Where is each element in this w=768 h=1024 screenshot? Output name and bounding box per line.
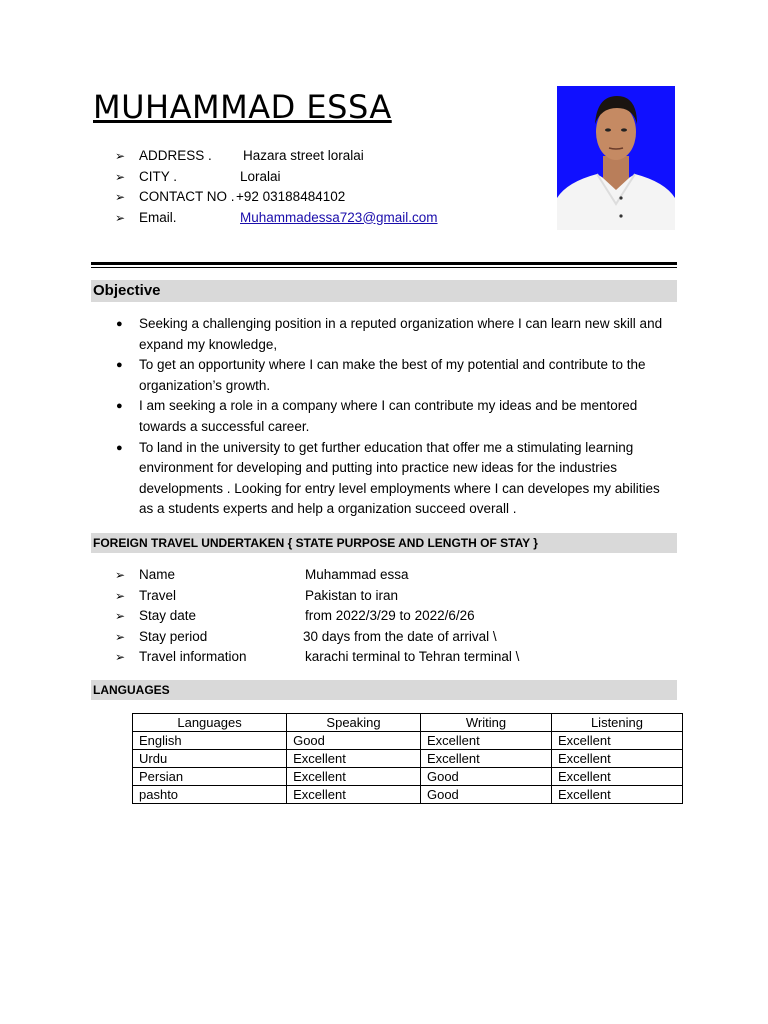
- table-cell: Good: [420, 786, 551, 804]
- table-cell: English: [133, 732, 287, 750]
- travel-row: [115, 565, 675, 586]
- table-row: [133, 732, 683, 750]
- travel-list: [115, 565, 675, 668]
- travel-row: [115, 627, 675, 648]
- languages-table: [132, 713, 683, 804]
- table-cell: Excellent: [551, 768, 682, 786]
- travel-value: Pakistan to iran: [305, 587, 399, 603]
- table-cell: Excellent: [287, 786, 421, 804]
- travel-label: Travel: [139, 587, 177, 603]
- contact-value: Hazara street loralai: [243, 148, 364, 163]
- column-header: Writing: [420, 714, 551, 732]
- objective-heading: Objective: [93, 282, 161, 299]
- column-header: Speaking: [287, 714, 421, 732]
- objective-item-text: To land in the university to get further education that offer me a stimulating learning environment for developing and putting into practice new ideas for the industries developments . Looking for entry level employments where I can developes my abilities as a students experts and help a organization succeed overall .: [139, 439, 660, 517]
- travel-row: [115, 606, 675, 627]
- travel-value: Muhammad essa: [305, 567, 409, 582]
- travel-value: 30 days from the date of arrival \: [303, 628, 497, 644]
- table-cell: Urdu: [133, 750, 287, 768]
- table-cell: pashto: [133, 786, 287, 804]
- bullet-icon: ●: [116, 318, 123, 330]
- travel-row: [115, 647, 675, 668]
- divider-thin: [91, 267, 677, 268]
- table-cell: Excellent: [551, 732, 682, 750]
- table-row: [133, 786, 683, 804]
- contact-row-address: [115, 146, 545, 167]
- objective-item-text: To get an opportunity where I can make the best of my potential and contribute to the organization’s growth.: [139, 357, 646, 393]
- bullet-icon: ●: [116, 441, 123, 454]
- table-cell: Excellent: [287, 768, 421, 786]
- divider-thick: [91, 262, 677, 265]
- table-cell: Persian: [133, 768, 287, 786]
- languages-heading: LANGUAGES: [93, 683, 170, 697]
- contact-label: CONTACT NO .: [139, 189, 235, 204]
- travel-row: [115, 586, 675, 607]
- table-row: [133, 750, 683, 768]
- contact-list: [115, 146, 545, 228]
- table-cell: Good: [287, 732, 421, 750]
- contact-row-email: [115, 208, 545, 229]
- contact-row-city: [115, 167, 545, 188]
- arrow-bullet-icon: ➢: [115, 210, 126, 225]
- travel-label: Stay date: [139, 608, 197, 624]
- contact-label: Email.: [139, 209, 177, 225]
- arrow-bullet-icon: ➢: [115, 190, 126, 204]
- table-cell: Good: [420, 768, 551, 786]
- travel-label: Name: [139, 567, 176, 582]
- table-cell: Excellent: [551, 786, 682, 804]
- arrow-bullet-icon: ➢: [115, 629, 126, 644]
- table-cell: Excellent: [551, 750, 682, 768]
- profile-photo: [557, 86, 675, 230]
- objective-item: [113, 438, 673, 520]
- table-cell: Excellent: [420, 732, 551, 750]
- table-row: [133, 768, 683, 786]
- column-header: Languages: [133, 714, 287, 732]
- languages-section-bar: [91, 680, 677, 700]
- objective-list: [113, 314, 673, 520]
- objective-section-bar: [91, 280, 677, 302]
- arrow-bullet-icon: ➢: [115, 609, 126, 624]
- bullet-icon: ●: [116, 400, 123, 413]
- objective-item: [113, 355, 673, 396]
- arrow-bullet-icon: ➢: [115, 169, 126, 184]
- column-header: Listening: [551, 714, 682, 732]
- travel-heading: FOREIGN TRAVEL UNDERTAKEN { STATE PURPOSE AND LENGTH OF STAY }: [93, 536, 538, 550]
- objective-item-text: I am seeking a role in a company where I can contribute my ideas and be mentored towards a successful career.: [139, 398, 638, 434]
- table-cell: Excellent: [287, 750, 421, 768]
- contact-label: ADDRESS .: [139, 148, 212, 163]
- contact-value: Loralai: [240, 168, 281, 184]
- travel-value: from 2022/3/29 to 2022/6/26: [305, 608, 475, 624]
- objective-item: [113, 314, 673, 355]
- travel-value: karachi terminal to Tehran terminal \: [305, 649, 520, 665]
- contact-value: +92 03188484102: [236, 189, 346, 204]
- travel-label: Stay period: [139, 628, 208, 644]
- resume-name: MUHAMMAD ESSA: [93, 88, 392, 126]
- table-header-row: [133, 714, 683, 732]
- table-cell: Excellent: [420, 750, 551, 768]
- objective-item: [113, 396, 673, 437]
- travel-label: Travel information: [139, 649, 247, 665]
- arrow-bullet-icon: ➢: [115, 650, 126, 665]
- contact-label: CITY .: [139, 168, 178, 184]
- arrow-bullet-icon: ➢: [115, 588, 126, 603]
- arrow-bullet-icon: ➢: [115, 149, 126, 163]
- objective-item-text: Seeking a challenging position in a reputed organization where I can learn new skill and expand my knowledge,: [139, 316, 663, 352]
- arrow-bullet-icon: ➢: [115, 568, 126, 582]
- bullet-icon: ●: [116, 359, 123, 372]
- email-link[interactable]: Muhammadessa723@gmail.com: [240, 209, 438, 225]
- profile-photo-illustration: [557, 86, 675, 230]
- contact-row-phone: [115, 187, 545, 208]
